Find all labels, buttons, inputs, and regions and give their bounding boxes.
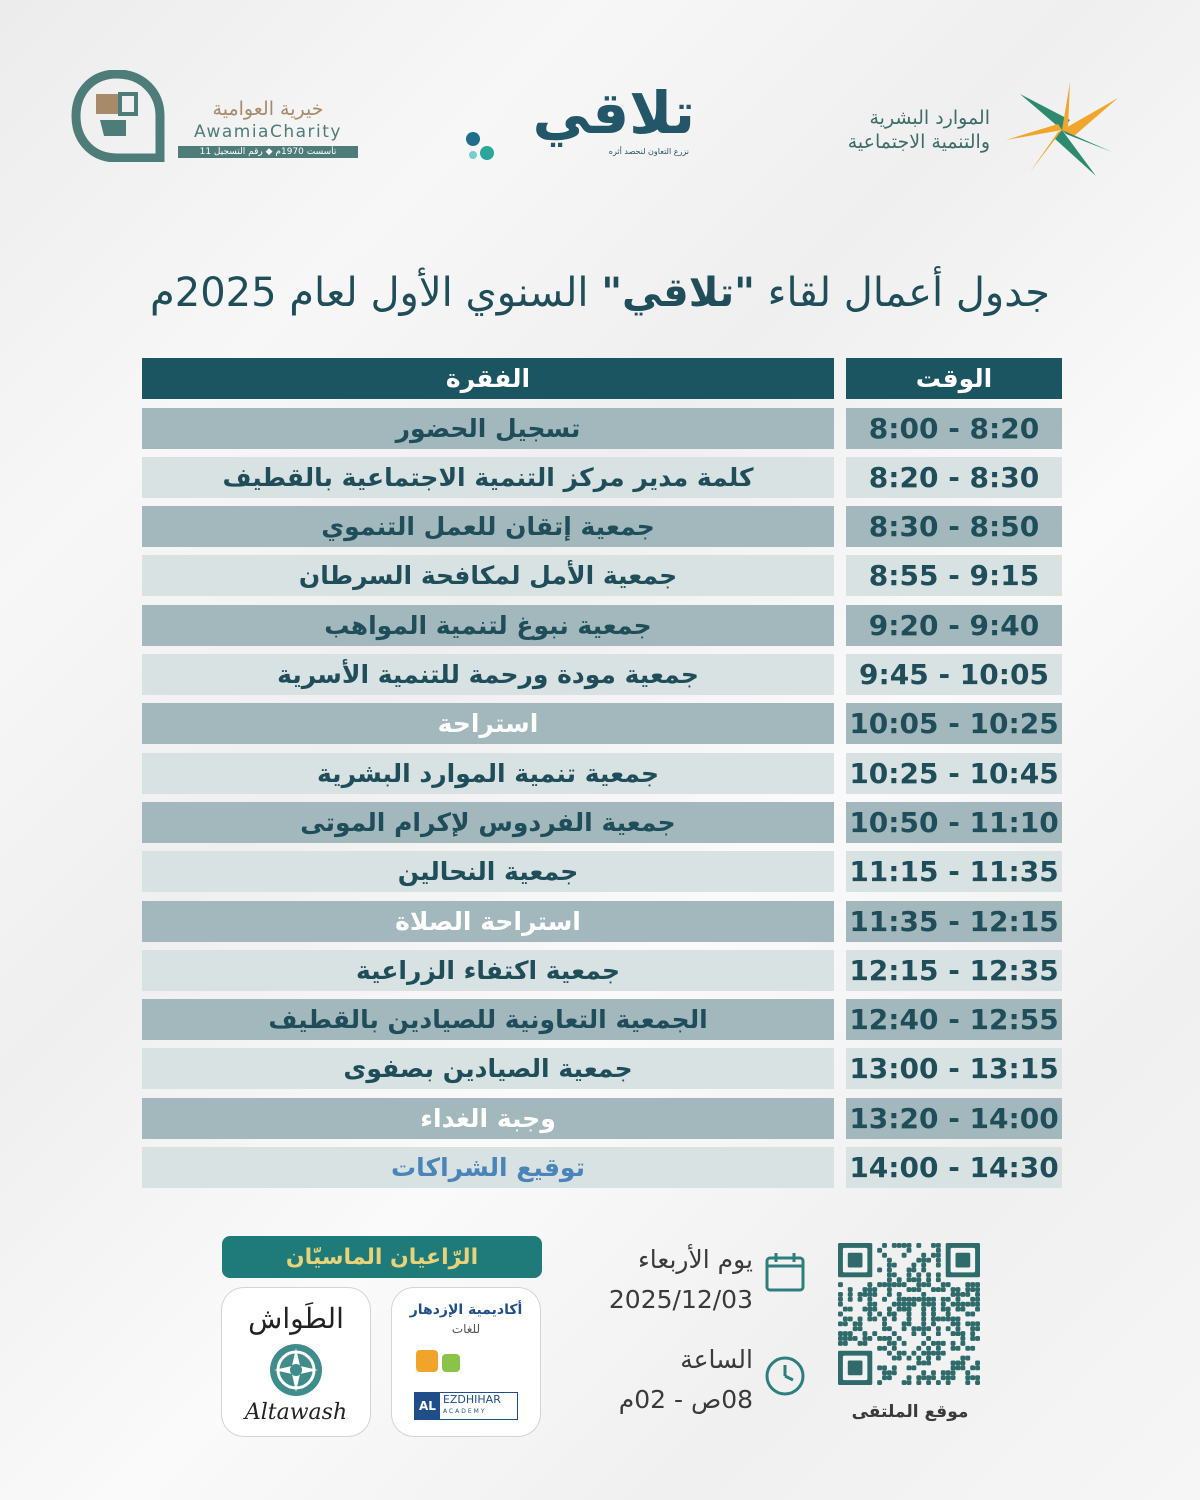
title-suffix: السنوي الأول لعام 2025م bbox=[150, 270, 602, 316]
table-row bbox=[142, 408, 1062, 449]
awamia-registration: تأسست 1970م ◆ رقم التسجيل 11 bbox=[178, 146, 358, 158]
sponsor-card-altawash bbox=[222, 1288, 370, 1436]
azhar-al: AL bbox=[415, 1393, 440, 1419]
azhar-sub-en: ACADEMY bbox=[442, 1408, 487, 1415]
clock-icon bbox=[763, 1354, 807, 1398]
row-item: استراحة bbox=[142, 703, 834, 744]
awamia-charity-logo bbox=[70, 70, 360, 165]
sponsors-heading: الرّاعيان الماسيّان bbox=[222, 1236, 542, 1278]
row-time: 11:15 - 11:35 bbox=[846, 851, 1062, 892]
azhar-squares-icon bbox=[416, 1350, 466, 1384]
row-item: الجمعية التعاونية للصيادين بالقطيف bbox=[142, 999, 834, 1040]
row-item: جمعية النحالين bbox=[142, 851, 834, 892]
row-time: 8:20 - 8:30 bbox=[846, 457, 1062, 498]
table-row bbox=[142, 999, 1062, 1040]
tawash-name-ar: الطَواش bbox=[248, 1302, 344, 1335]
row-item: جمعية إتقان للعمل التنموي bbox=[142, 506, 834, 547]
row-time: 9:20 - 9:40 bbox=[846, 605, 1062, 646]
venue-qr-code[interactable] bbox=[838, 1243, 980, 1385]
row-time: 11:35 - 12:15 bbox=[846, 901, 1062, 942]
hrsd-star-icon bbox=[1000, 80, 1125, 180]
row-time: 8:00 - 8:20 bbox=[846, 408, 1062, 449]
hrsd-name-line2: والتنمية الاجتماعية bbox=[847, 131, 990, 153]
row-time: 9:45 - 10:05 bbox=[846, 654, 1062, 695]
table-row bbox=[142, 654, 1062, 695]
row-time: 13:20 - 14:00 bbox=[846, 1098, 1062, 1139]
azhar-badge bbox=[414, 1392, 518, 1420]
table-row bbox=[142, 851, 1062, 892]
page-title bbox=[100, 270, 1100, 316]
row-time: 8:30 - 8:50 bbox=[846, 506, 1062, 547]
row-item: جمعية تنمية الموارد البشرية bbox=[142, 753, 834, 794]
talaqi-logo bbox=[465, 79, 695, 170]
row-item: تسجيل الحضور bbox=[142, 408, 834, 449]
azhar-name-ar: أكاديمية الإزدهار bbox=[409, 1302, 523, 1318]
table-row bbox=[142, 950, 1062, 991]
row-time: 10:50 - 11:10 bbox=[846, 802, 1062, 843]
table-row bbox=[142, 457, 1062, 498]
azhar-sub-ar: للغات bbox=[451, 1322, 481, 1336]
table-row bbox=[142, 901, 1062, 942]
title-prefix: جدول أعمال لقاء bbox=[754, 270, 1050, 316]
row-item: جمعية الصيادين بصفوى bbox=[142, 1048, 834, 1089]
hrsd-name-line1: الموارد البشرية bbox=[869, 107, 990, 129]
row-item: جمعية الأمل لمكافحة السرطان bbox=[142, 555, 834, 596]
row-item: كلمة مدير مركز التنمية الاجتماعية بالقطيف bbox=[142, 457, 834, 498]
row-time: 10:25 - 10:45 bbox=[846, 753, 1062, 794]
event-date: 2025/12/03 bbox=[608, 1285, 753, 1314]
row-item: وجبة الغداء bbox=[142, 1098, 834, 1139]
event-date-block bbox=[575, 1240, 825, 1320]
tawash-name-en: Altawash bbox=[244, 1400, 348, 1425]
qr-label: موقع الملتقى bbox=[851, 1402, 969, 1422]
row-item: جمعية الفردوس لإكرام الموتى bbox=[142, 802, 834, 843]
table-row bbox=[142, 1048, 1062, 1089]
talaqi-wordmark: تلاقي bbox=[532, 79, 695, 147]
header-item: الفقرة bbox=[142, 358, 834, 399]
row-item: توقيع الشراكات bbox=[142, 1147, 834, 1188]
row-item: جمعية نبوغ لتنمية المواهب bbox=[142, 605, 834, 646]
table-row bbox=[142, 605, 1062, 646]
table-row bbox=[142, 802, 1062, 843]
title-emphasis: "تلاقي" bbox=[601, 270, 755, 316]
row-item: جمعية اكتفاء الزراعية bbox=[142, 950, 834, 991]
event-time-label: الساعة bbox=[680, 1345, 753, 1374]
tawash-emblem-icon bbox=[266, 1340, 326, 1400]
table-row bbox=[142, 1098, 1062, 1139]
header-time: الوقت bbox=[846, 358, 1062, 399]
row-time: 13:00 - 13:15 bbox=[846, 1048, 1062, 1089]
table-row bbox=[142, 703, 1062, 744]
azhar-name-en: EZDHIHAR bbox=[442, 1393, 501, 1406]
table-row bbox=[142, 506, 1062, 547]
table-header-row bbox=[142, 358, 1062, 399]
awamia-mark-icon bbox=[70, 70, 165, 162]
calendar-icon bbox=[763, 1250, 807, 1294]
event-time-block bbox=[575, 1340, 825, 1420]
event-time-value: 08ص - 02م bbox=[618, 1385, 753, 1414]
diamond-sponsors bbox=[222, 1236, 542, 1436]
event-day: يوم الأربعاء bbox=[638, 1245, 753, 1274]
row-time: 10:05 - 10:25 bbox=[846, 703, 1062, 744]
row-time: 14:00 - 14:30 bbox=[846, 1147, 1062, 1188]
row-item: استراحة الصلاة bbox=[142, 901, 834, 942]
table-row bbox=[142, 1147, 1062, 1188]
row-item: جمعية مودة ورحمة للتنمية الأسرية bbox=[142, 654, 834, 695]
talaqi-dots-icon bbox=[465, 125, 545, 165]
awamia-name-en: AwamiaCharity bbox=[194, 122, 342, 142]
table-row bbox=[142, 753, 1062, 794]
row-time: 12:40 - 12:55 bbox=[846, 999, 1062, 1040]
row-time: 8:55 - 9:15 bbox=[846, 555, 1062, 596]
row-time: 12:15 - 12:35 bbox=[846, 950, 1062, 991]
table-row bbox=[142, 555, 1062, 596]
awamia-name-ar: خيرية العوامية bbox=[212, 98, 324, 120]
talaqi-tagline: نزرع التعاون لنحصد أثره bbox=[608, 147, 689, 156]
event-info bbox=[575, 1240, 825, 1430]
hrsd-ministry-logo bbox=[805, 80, 1135, 180]
sponsor-card-alezdhihar bbox=[392, 1288, 540, 1436]
